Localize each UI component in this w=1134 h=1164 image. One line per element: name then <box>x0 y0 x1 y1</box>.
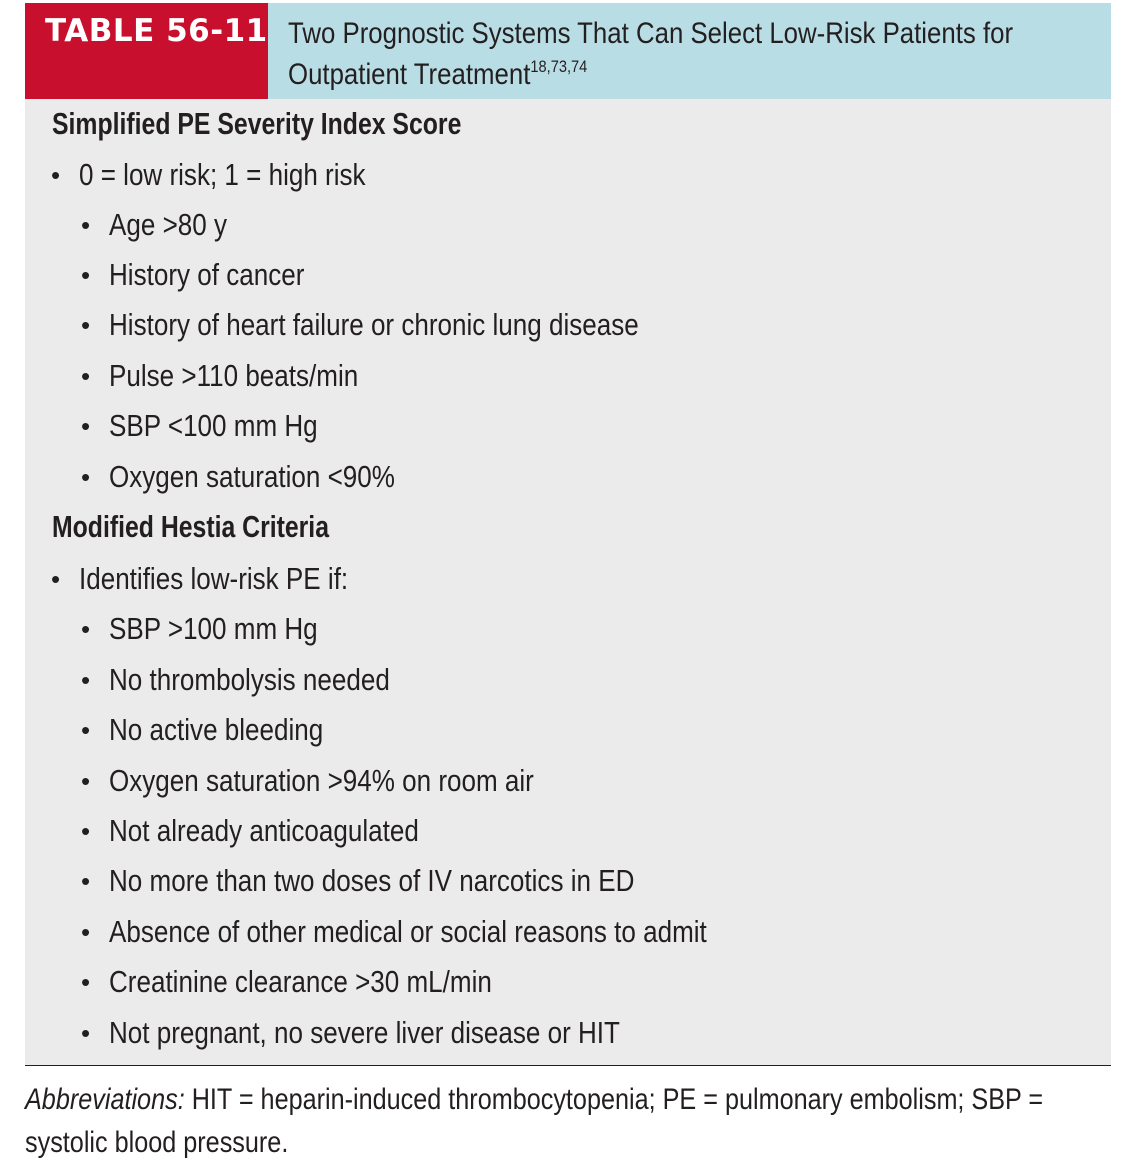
list-item: • No more than two doses of IV narcotics in ED <box>25 856 734 906</box>
bullet-icon: • <box>81 715 91 745</box>
footnote-label: Abbreviations: <box>25 1083 185 1116</box>
section-intro: • 0 = low risk; 1 = high risk <box>25 150 420 200</box>
bullet-icon: • <box>51 160 61 190</box>
list-item: • Oxygen saturation >94% on room air <box>25 756 615 806</box>
section-heading: Simplified PE Severity Index Score <box>52 106 462 141</box>
list-item: • Not pregnant, no severe liver disease or HIT <box>25 1008 717 1058</box>
bullet-icon: • <box>81 411 91 441</box>
table-title: Two Prognostic Systems That Can Select Low-Risk Patients for Outpatient Treatment <box>288 17 1014 91</box>
table-footnote <box>25 1078 1115 1164</box>
bullet-icon: • <box>51 564 61 594</box>
list-item: • Creatinine clearance >30 mL/min <box>25 957 565 1007</box>
table-title-box <box>268 3 1111 99</box>
list-item: • History of cancer <box>25 250 342 300</box>
bullet-icon: • <box>81 766 91 796</box>
bullet-icon: • <box>81 310 91 340</box>
list-item: • SBP >100 mm Hg <box>25 604 357 654</box>
bullet-icon: • <box>81 210 91 240</box>
list-item: • Pulse >110 beats/min <box>25 351 406 401</box>
bullet-icon: • <box>81 1018 91 1048</box>
list-item: • History of heart failure or chronic lung disease <box>25 300 740 350</box>
bullet-icon: • <box>81 816 91 846</box>
bullet-icon: • <box>81 614 91 644</box>
table-label: TABLE 56-11 <box>25 3 268 99</box>
list-item: • Oxygen saturation <90% <box>25 452 449 502</box>
table-title-refs: 18,73,74 <box>530 57 588 76</box>
list-item: • No active bleeding <box>25 705 364 755</box>
list-item: • SBP <100 mm Hg <box>25 401 357 451</box>
bullet-icon: • <box>81 917 91 947</box>
list-item: • Absence of other medical or social reasons to admit <box>25 907 821 957</box>
table-body <box>25 99 1111 1066</box>
section-intro: • Identifies low-risk PE if: <box>25 554 399 604</box>
list-item: • Not already anticoagulated <box>25 806 478 856</box>
bullet-icon: • <box>81 260 91 290</box>
bullet-icon: • <box>81 361 91 391</box>
list-item: • Age >80 y <box>25 200 249 250</box>
table-56-11 <box>25 3 1111 1066</box>
table-header <box>25 3 1111 99</box>
bullet-icon: • <box>81 665 91 695</box>
bullet-icon: • <box>81 866 91 896</box>
footnote-text: HIT = heparin-induced thrombocytopenia; PE = pulmonary embolism; SBP = systolic blood pressure. <box>25 1083 1044 1159</box>
bullet-icon: • <box>81 462 91 492</box>
bullet-icon: • <box>81 967 91 997</box>
list-item: • No thrombolysis needed <box>25 655 443 705</box>
section-heading: Modified Hestia Criteria <box>52 509 329 544</box>
